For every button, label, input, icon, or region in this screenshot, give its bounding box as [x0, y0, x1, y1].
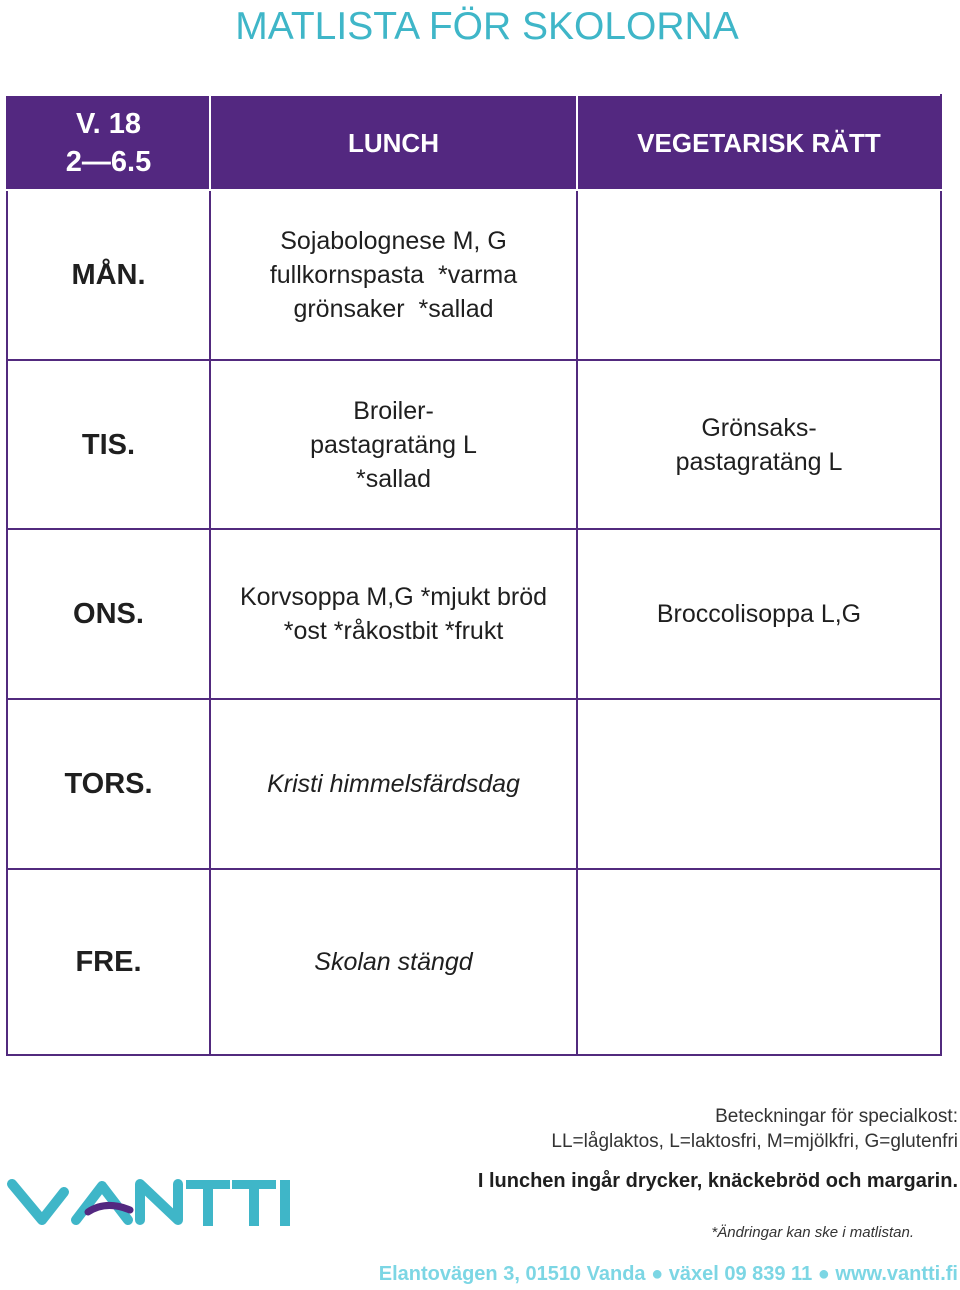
diet-notes-heading: Beteckningar för specialkost:	[715, 1106, 958, 1127]
day-monday: MÅN.	[7, 190, 210, 360]
veg-line: Grönsaks-	[701, 413, 817, 442]
vegetarian-header: VEGETARISK RÄTT	[577, 95, 941, 190]
lunch-line: Sojabolognese M, G	[280, 227, 507, 255]
lunch-line: *ost *råkostbit *frukt	[283, 617, 504, 645]
week-cell	[7, 95, 210, 190]
lunch-line: fullkornspasta *varma	[269, 261, 518, 289]
page-title: MATLISTA FÖR SKOLORNA	[235, 5, 739, 48]
table-row	[7, 699, 941, 869]
week-number: V. 18	[75, 107, 142, 140]
table-row	[7, 190, 941, 360]
veg-line: pastagratäng L	[675, 447, 843, 476]
day-friday: FRE.	[7, 869, 210, 1055]
lunch-line: Kristi himmelsfärdsdag	[267, 770, 520, 798]
lunch-tuesday	[210, 360, 577, 529]
header-row	[7, 95, 941, 190]
week-dates: 2—6.5	[65, 145, 152, 178]
lunch-line: pastagratäng L	[310, 430, 477, 459]
menu-table	[6, 94, 942, 1056]
veg-thursday	[577, 699, 941, 869]
included-info: I lunchen ingår drycker, knäckebröd och margarin.	[477, 1170, 958, 1192]
lunch-thursday	[210, 699, 577, 869]
lunch-line: Korvsoppa M,G *mjukt bröd	[239, 583, 548, 611]
lunch-wednesday	[210, 529, 577, 699]
lunch-header: LUNCH	[210, 95, 577, 190]
table-row	[7, 360, 941, 529]
veg-tuesday	[577, 360, 941, 529]
lunch-line: Skolan stängd	[314, 948, 473, 976]
day-wednesday: ONS.	[7, 529, 210, 699]
vantti-logo-icon	[6, 1172, 290, 1234]
changes-note: *Ändringar kan ske i matlistan.	[711, 1224, 914, 1241]
diet-notes-legend: LL=låglaktos, L=laktosfri, M=mjölkfri, G=glutenfri	[551, 1131, 958, 1152]
table-row	[7, 869, 941, 1055]
lunch-monday	[210, 190, 577, 360]
lunch-line: *sallad	[355, 464, 432, 493]
veg-monday	[577, 190, 941, 360]
day-tuesday: TIS.	[7, 360, 210, 529]
lunch-friday	[210, 869, 577, 1055]
diet-notes	[551, 1104, 958, 1154]
footer-address: Elantovägen 3, 01510 Vanda ● växel 09 839 11 ● www.vantti.fi	[378, 1263, 958, 1285]
lunch-line: grönsaker *sallad	[293, 295, 494, 323]
table-row	[7, 529, 941, 699]
veg-line: Broccolisoppa L,G	[656, 600, 862, 628]
vantti-logo	[6, 1172, 290, 1239]
veg-wednesday	[577, 529, 941, 699]
lunch-line: Broiler-	[353, 396, 434, 425]
veg-friday	[577, 869, 941, 1055]
day-thursday: TORS.	[7, 699, 210, 869]
